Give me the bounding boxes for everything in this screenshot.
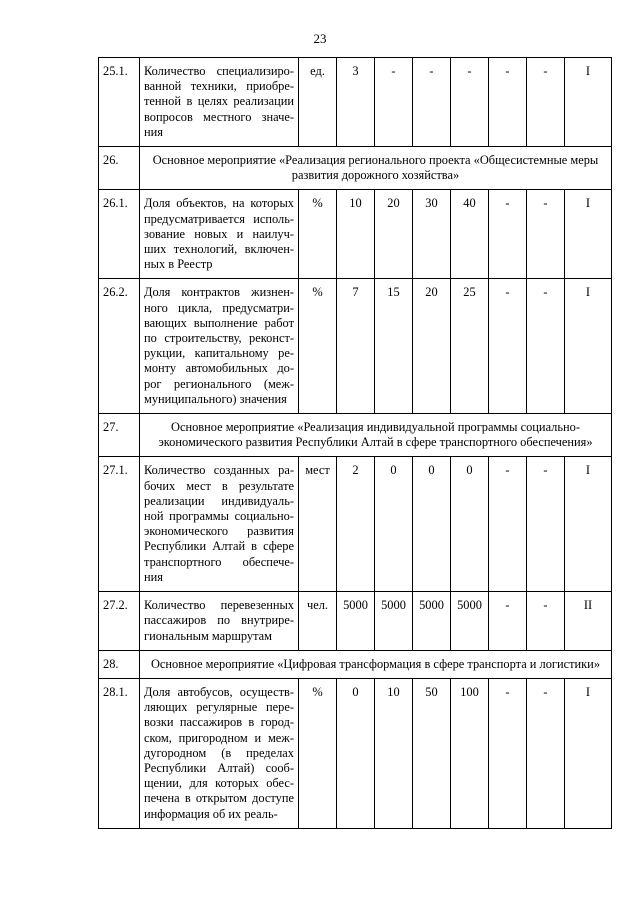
- event-title: Основное мероприятие «Цифровая трансформация в сфере транспорта и логистики»: [140, 650, 612, 678]
- indicator-row: [99, 279, 612, 414]
- indicator-row: [99, 190, 612, 279]
- value-cell: 10: [375, 678, 413, 828]
- event-row: [99, 147, 612, 190]
- value-cell: 20: [375, 190, 413, 279]
- row-number: 26.1.: [99, 190, 140, 279]
- indicator-name: Доля объектов, на которых предусматривается исполь-зование новых и наилуч-ших технологий, включен-ных в Реестр: [140, 190, 299, 279]
- value-cell: 50: [413, 678, 451, 828]
- event-title: Основное мероприятие «Реализация регионального проекта «Общесистемные меры развития дорожного хозяйства»: [140, 147, 612, 190]
- value-cell: -: [527, 190, 565, 279]
- value-cell: 7: [337, 279, 375, 414]
- row-number: 26.: [99, 147, 140, 190]
- category-cell: I: [565, 678, 612, 828]
- value-cell: 0: [337, 678, 375, 828]
- value-cell: 15: [375, 279, 413, 414]
- value-cell: -: [527, 592, 565, 651]
- value-cell: 40: [451, 190, 489, 279]
- indicator-row: [99, 592, 612, 651]
- value-cell: 10: [337, 190, 375, 279]
- value-cell: 5000: [375, 592, 413, 651]
- value-cell: -: [489, 279, 527, 414]
- value-cell: 3: [337, 58, 375, 147]
- unit-cell: %: [299, 190, 337, 279]
- value-cell: 20: [413, 279, 451, 414]
- value-cell: 5000: [337, 592, 375, 651]
- indicator-row: [99, 678, 612, 828]
- value-cell: 5000: [451, 592, 489, 651]
- value-cell: -: [527, 678, 565, 828]
- value-cell: 5000: [413, 592, 451, 651]
- row-number: 25.1.: [99, 58, 140, 147]
- row-number: 28.: [99, 650, 140, 678]
- indicator-row: [99, 457, 612, 592]
- event-row: [99, 414, 612, 457]
- unit-cell: ед.: [299, 58, 337, 147]
- category-cell: I: [565, 279, 612, 414]
- row-number: 26.2.: [99, 279, 140, 414]
- table-body: [99, 58, 612, 829]
- event-title: Основное мероприятие «Реализация индивидуальной программы социально-экономического развития Республики Алтай в сфере транспортного обеспечения»: [140, 414, 612, 457]
- value-cell: -: [489, 457, 527, 592]
- page-number: 23: [313, 31, 327, 46]
- indicator-name: Доля контрактов жизнен-ного цикла, предусматри-вающих выполнение работ по строительству, реконст-рукции, капитальному ре-монту автомобильных до-рог регионального (меж-муниципального) значения: [140, 279, 299, 414]
- event-row: [99, 650, 612, 678]
- category-cell: I: [565, 190, 612, 279]
- indicator-name: Количество созданных ра-бочих мест в результате реализации индивидуаль-ной программы социально-экономического развития Республики Алтай в сфере транспортного обеспече-ния: [140, 457, 299, 592]
- unit-cell: чел.: [299, 592, 337, 651]
- row-number: 28.1.: [99, 678, 140, 828]
- unit-cell: %: [299, 678, 337, 828]
- indicator-name: Количество специализиро-ванной техники, приобре-тенной в целях реализации вопросов местного значе-ния: [140, 58, 299, 147]
- row-number: 27.: [99, 414, 140, 457]
- unit-cell: мест: [299, 457, 337, 592]
- value-cell: 100: [451, 678, 489, 828]
- value-cell: 0: [451, 457, 489, 592]
- indicator-row: [99, 58, 612, 147]
- category-cell: II: [565, 592, 612, 651]
- category-cell: I: [565, 58, 612, 147]
- unit-cell: %: [299, 279, 337, 414]
- indicator-name: Доля автобусов, осуществ-ляющих регулярные пере-возки пассажиров в город-ском, пригородном и меж-дугородном (в пределах Республики Алтай) сооб-щении, для которых обес-печена в открытом доступе информация об их реаль-: [140, 678, 299, 828]
- value-cell: -: [489, 190, 527, 279]
- value-cell: -: [489, 678, 527, 828]
- row-number: 27.2.: [99, 592, 140, 651]
- value-cell: -: [451, 58, 489, 147]
- value-cell: -: [527, 457, 565, 592]
- indicators-table: [98, 57, 612, 829]
- value-cell: -: [413, 58, 451, 147]
- value-cell: 0: [375, 457, 413, 592]
- category-cell: I: [565, 457, 612, 592]
- value-cell: 0: [413, 457, 451, 592]
- value-cell: -: [489, 58, 527, 147]
- value-cell: -: [527, 58, 565, 147]
- value-cell: -: [375, 58, 413, 147]
- value-cell: -: [489, 592, 527, 651]
- row-number: 27.1.: [99, 457, 140, 592]
- value-cell: 30: [413, 190, 451, 279]
- indicator-name: Количество перевезенных пассажиров по внутрире-гиональным маршрутам: [140, 592, 299, 651]
- value-cell: 25: [451, 279, 489, 414]
- value-cell: 2: [337, 457, 375, 592]
- value-cell: -: [527, 279, 565, 414]
